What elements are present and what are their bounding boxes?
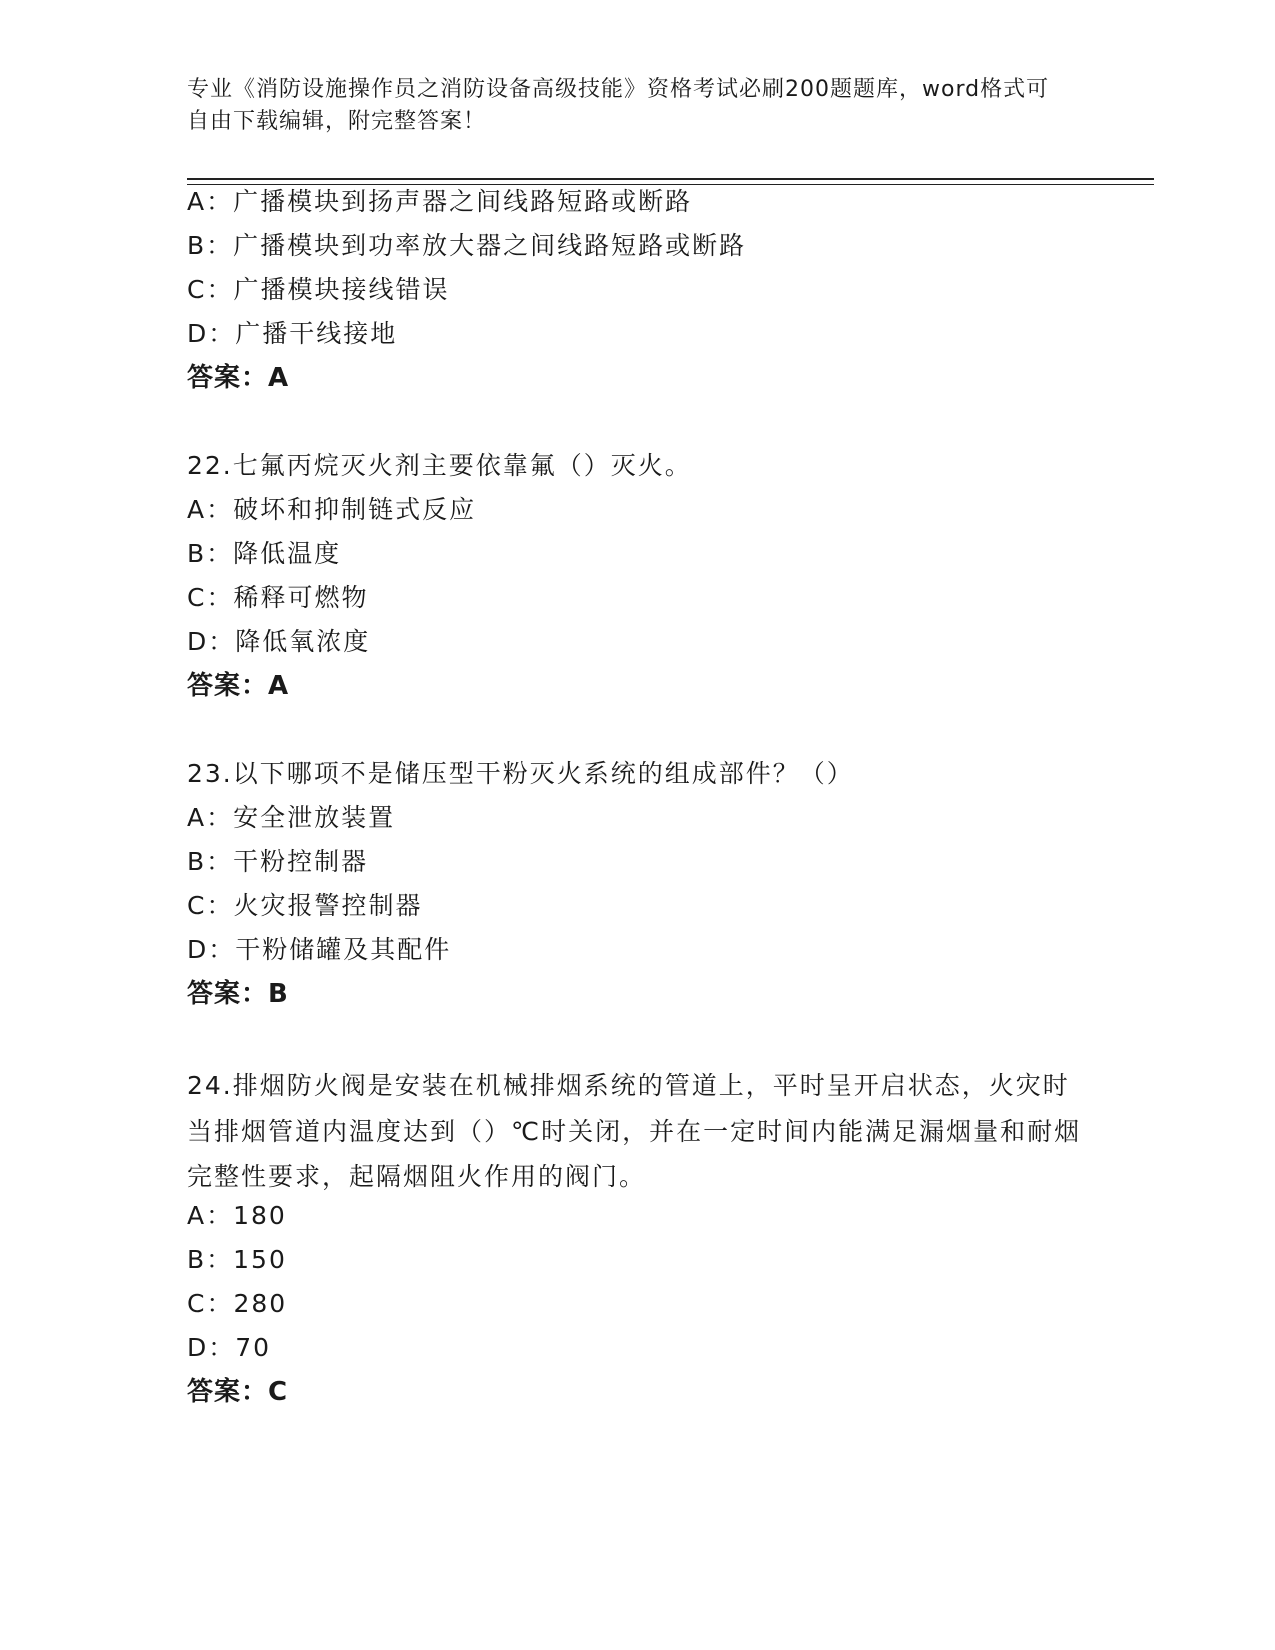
q21-option-d: D：广播干线接地	[187, 319, 398, 348]
q24-option-c: C：280	[187, 1289, 288, 1318]
q24-option-d: D：70	[187, 1333, 272, 1362]
q22-option-b: B：降低温度	[187, 539, 342, 568]
q22-answer: 答案：A	[187, 671, 290, 701]
header-divider-thick	[187, 178, 1154, 180]
q24-option-b: B：150	[187, 1245, 287, 1274]
q21-option-a: A：广播模块到扬声器之间线路短路或断路	[187, 187, 693, 216]
q24-stem: 24.排烟防火阀是安装在机械排烟系统的管道上，平时呈开启状态，火灾时当排烟管道内温度达到（）℃时关闭，并在一定时间内能满足漏烟量和耐烟完整性要求，起隔烟阻火作用的阀门。	[187, 1071, 1082, 1191]
q24-answer: 答案：C	[187, 1377, 289, 1407]
q23-stem: 23.以下哪项不是储压型干粉灭火系统的组成部件？（）	[187, 759, 854, 788]
q23-option-b: B：干粉控制器	[187, 847, 369, 876]
q23-option-a: A：安全泄放装置	[187, 803, 396, 832]
q23-option-c: C：火灾报警控制器	[187, 891, 423, 920]
q21-option-b: B：广播模块到功率放大器之间线路短路或断路	[187, 231, 747, 260]
q22-option-c: C：稀释可燃物	[187, 583, 369, 612]
document-header: 专业《消防设施操作员之消防设备高级技能》资格考试必刷200题题库，word格式可自由下载编辑，附完整答案！	[187, 77, 1050, 134]
q21-answer: 答案：A	[187, 363, 290, 393]
q24-option-a: A：180	[187, 1201, 287, 1230]
q23-option-d: D：干粉储罐及其配件	[187, 935, 452, 964]
q22-stem: 22.七氟丙烷灭火剂主要依靠氟（）灭火。	[187, 451, 692, 480]
q22-option-d: D：降低氧浓度	[187, 627, 371, 656]
q23-answer: 答案：B	[187, 979, 289, 1009]
q21-option-c: C：广播模块接线错误	[187, 275, 450, 304]
q22-option-a: A：破坏和抑制链式反应	[187, 495, 477, 524]
